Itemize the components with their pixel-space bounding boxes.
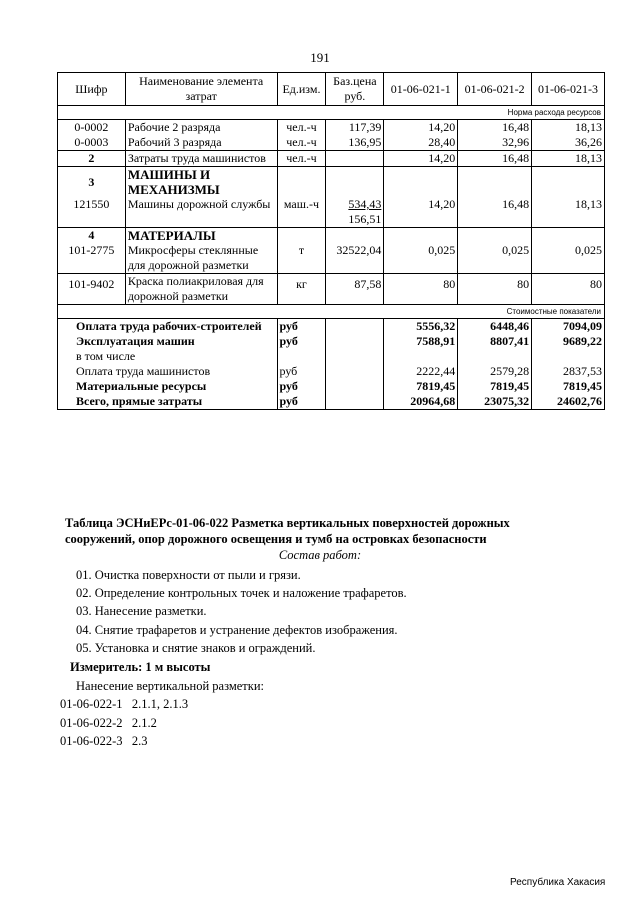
row-code: 2 [58, 151, 126, 167]
norms-band-row [58, 106, 605, 120]
row-name: Рабочие 2 разряда [125, 120, 277, 136]
summary-label: Оплата труда рабочих-строителей [58, 319, 278, 335]
summary-unit: руб [277, 334, 326, 349]
summary-unit: руб [277, 319, 326, 335]
row-value-3: 18,13 [532, 120, 605, 136]
code-line: 01-06-022-1 2.1.1, 2.1.3 [60, 697, 189, 711]
summary-row [58, 364, 605, 379]
table-row [58, 274, 605, 305]
row-name: Машины дорожной службы [125, 197, 277, 228]
works-title: Состав работ: [278, 548, 362, 562]
row-code: 101-2775 [58, 243, 126, 274]
row-value-2: 32,96 [458, 135, 532, 151]
row-value-3: 36,26 [532, 135, 605, 151]
row-code: 101-9402 [58, 274, 126, 305]
row-value-1: 0,025 [384, 243, 458, 274]
summary-value-2: 7819,45 [458, 379, 532, 394]
summary-row [58, 394, 605, 410]
table-row [58, 151, 605, 167]
summary-value-2: 8807,41 [458, 334, 532, 349]
table-caption: Таблица ЭСНиЕРс-01-06-022 Разметка вертикальных поверхностей дорожных сооружений, опор дорожного освещения и тумб на островках безопасности [65, 516, 510, 546]
row-value-1: 14,20 [384, 151, 458, 167]
table-row [58, 135, 605, 151]
row-name: Затраты труда машинистов [125, 151, 277, 167]
row-price-primary: 534,43 [348, 197, 382, 211]
row-unit: чел.-ч [277, 135, 326, 151]
row-code: 3 [58, 167, 126, 198]
row-name: Краска полиакриловая для дорожной разметки [125, 274, 277, 305]
summary-row [58, 379, 605, 394]
work-item: 03. Нанесение разметки. [76, 604, 207, 618]
row-code: 0-0002 [58, 120, 126, 136]
code-line: 01-06-022-3 2.3 [60, 734, 148, 748]
table-header-row [58, 73, 605, 106]
page-number: 191 [310, 50, 330, 65]
row-value-1: 14,20 [384, 197, 458, 228]
row-value-2: 16,48 [458, 197, 532, 228]
cost-table [57, 72, 605, 410]
summary-value-2: 2579,28 [458, 364, 532, 379]
row-value-2: 0,025 [458, 243, 532, 274]
summary-value-3: 2837,53 [532, 364, 605, 379]
summary-value-1: 5556,32 [384, 319, 458, 335]
header-name: Наименование элемента затрат [125, 73, 277, 106]
row-value-1: 28,40 [384, 135, 458, 151]
row-value-3: 80 [532, 274, 605, 305]
header-price: Баз.цена руб. [326, 73, 384, 106]
summary-label: в том числе [58, 349, 278, 364]
table-row [58, 167, 605, 198]
summary-unit: руб [277, 394, 326, 410]
work-item: 02. Определение контрольных точек и наложение трафаретов. [76, 586, 407, 600]
summary-label: Оплата труда машинистов [58, 364, 278, 379]
table-row [58, 197, 605, 228]
row-price: 136,95 [326, 135, 384, 151]
row-price [326, 151, 384, 167]
row-code: 121550 [58, 197, 126, 228]
header-col1: 01-06-021-1 [384, 73, 458, 106]
costs-band-label: Стоимостные показатели [58, 305, 605, 319]
work-item: 01. Очистка поверхности от пыли и грязи. [76, 568, 301, 582]
header-col3: 01-06-021-3 [532, 73, 605, 106]
row-name: МАШИНЫ И МЕХАНИЗМЫ [125, 167, 277, 198]
summary-unit: руб [277, 379, 326, 394]
header-code: Шифр [58, 73, 126, 106]
subtitle-label: Нанесение вертикальной разметки: [76, 679, 264, 693]
work-item: 05. Установка и снятие знаков и ограждений. [76, 641, 316, 655]
norms-band-label: Норма расхода ресурсов [58, 106, 605, 120]
row-price: 117,39 [326, 120, 384, 136]
table-row [58, 243, 605, 274]
summary-row [58, 349, 605, 364]
header-unit: Ед.изм. [277, 73, 326, 106]
meter-label: Измеритель: 1 м высоты [70, 660, 211, 674]
row-value-2: 16,48 [458, 151, 532, 167]
table-row [58, 120, 605, 136]
header-col2: 01-06-021-2 [458, 73, 532, 106]
summary-row [58, 319, 605, 335]
table-row [58, 228, 605, 244]
summary-value-3: 9689,22 [532, 334, 605, 349]
summary-value-1: 20964,68 [384, 394, 458, 410]
summary-value-3: 7819,45 [532, 379, 605, 394]
summary-unit: руб [277, 364, 326, 379]
summary-value-2: 23075,32 [458, 394, 532, 410]
summary-value-3: 7094,09 [532, 319, 605, 335]
summary-value-1: 2222,44 [384, 364, 458, 379]
summary-value-3: 24602,76 [532, 394, 605, 410]
row-value-3: 18,13 [532, 151, 605, 167]
row-value-2: 16,48 [458, 120, 532, 136]
row-price [326, 197, 384, 228]
row-code: 4 [58, 228, 126, 244]
summary-row [58, 334, 605, 349]
row-unit: чел.-ч [277, 151, 326, 167]
row-unit: чел.-ч [277, 120, 326, 136]
row-price-secondary: 156,51 [348, 212, 382, 226]
footer-region: Республика Хакасия [510, 877, 606, 888]
row-value-3: 0,025 [532, 243, 605, 274]
summary-value-1: 7588,91 [384, 334, 458, 349]
row-unit: кг [277, 274, 326, 305]
row-value-3: 18,13 [532, 197, 605, 228]
summary-value-1: 7819,45 [384, 379, 458, 394]
row-value-1: 14,20 [384, 120, 458, 136]
row-name: Микросферы стеклянные для дорожной разметки [125, 243, 277, 274]
costs-band-row [58, 305, 605, 319]
row-name: Рабочий 3 разряда [125, 135, 277, 151]
row-unit: маш.-ч [277, 197, 326, 228]
summary-label: Всего, прямые затраты [58, 394, 278, 410]
code-line: 01-06-022-2 2.1.2 [60, 716, 157, 730]
summary-label: Материальные ресурсы [58, 379, 278, 394]
row-unit: т [277, 243, 326, 274]
summary-value-2: 6448,46 [458, 319, 532, 335]
row-price: 32522,04 [326, 243, 384, 274]
summary-label: Эксплуатация машин [58, 334, 278, 349]
row-price: 87,58 [326, 274, 384, 305]
row-name: МАТЕРИАЛЫ [125, 228, 277, 244]
row-value-2: 80 [458, 274, 532, 305]
work-item: 04. Снятие трафаретов и устранение дефектов изображения. [76, 623, 398, 637]
row-code: 0-0003 [58, 135, 126, 151]
row-value-1: 80 [384, 274, 458, 305]
